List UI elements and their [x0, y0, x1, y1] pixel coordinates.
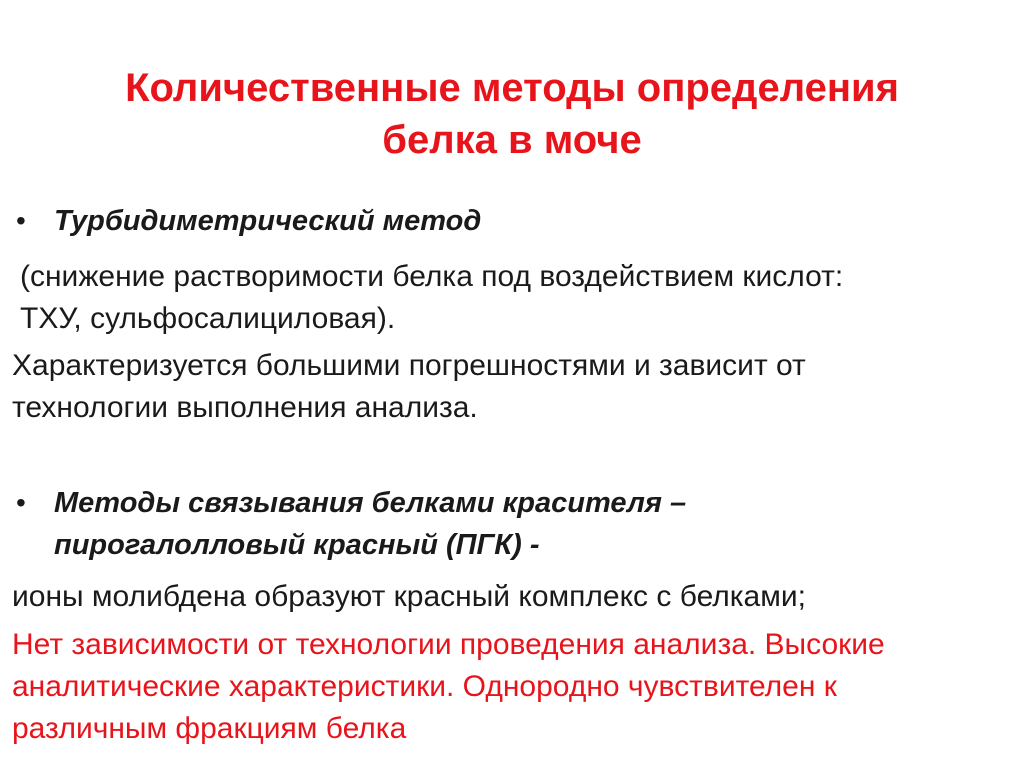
dye-binding-note-line-2: аналитические характеристики. Однородно чувствителен к: [12, 670, 837, 703]
bullet-item-turbidimetric: [12, 200, 1012, 242]
dye-binding-note-line-1: Нет зависимости от технологии проведения анализа. Высокие: [12, 628, 885, 661]
bullet-marker: •: [16, 487, 26, 518]
turbidimetric-note-line-1: Характеризуется большими погрешностями и зависит от: [12, 349, 806, 382]
turbidimetric-detail-line-1: (снижение растворимости белка под воздействием кислот:: [20, 260, 844, 293]
turbidimetric-detail-line-2: ТХУ, сульфосалициловая).: [20, 302, 396, 335]
dye-binding-detail-line: ионы молибдена образуют красный комплекс с белками;: [12, 580, 806, 613]
dye-binding-heading: [54, 482, 686, 566]
turbidimetric-note: [12, 345, 1012, 429]
dye-binding-heading-line-2: пирогалолловый красный (ПГК) -: [54, 529, 540, 561]
turbidimetric-heading: Турбидиметрический метод: [54, 205, 482, 237]
bullet-marker: •: [16, 205, 26, 236]
title-line-1: Количественные методы определения: [125, 66, 899, 110]
dye-binding-heading-line-1: Методы связывания белками красителя –: [54, 487, 687, 519]
bullet-item-dye-binding: [12, 482, 1012, 566]
dye-binding-note: [12, 624, 1012, 750]
turbidimetric-note-line-2: технологии выполнения анализа.: [12, 391, 478, 424]
turbidimetric-detail: [20, 256, 1020, 340]
slide-title: [40, 62, 984, 166]
dye-binding-detail: [12, 576, 1012, 618]
dye-binding-note-line-3: различным фракциям белка: [12, 712, 407, 745]
title-line-2: белка в моче: [382, 118, 642, 162]
